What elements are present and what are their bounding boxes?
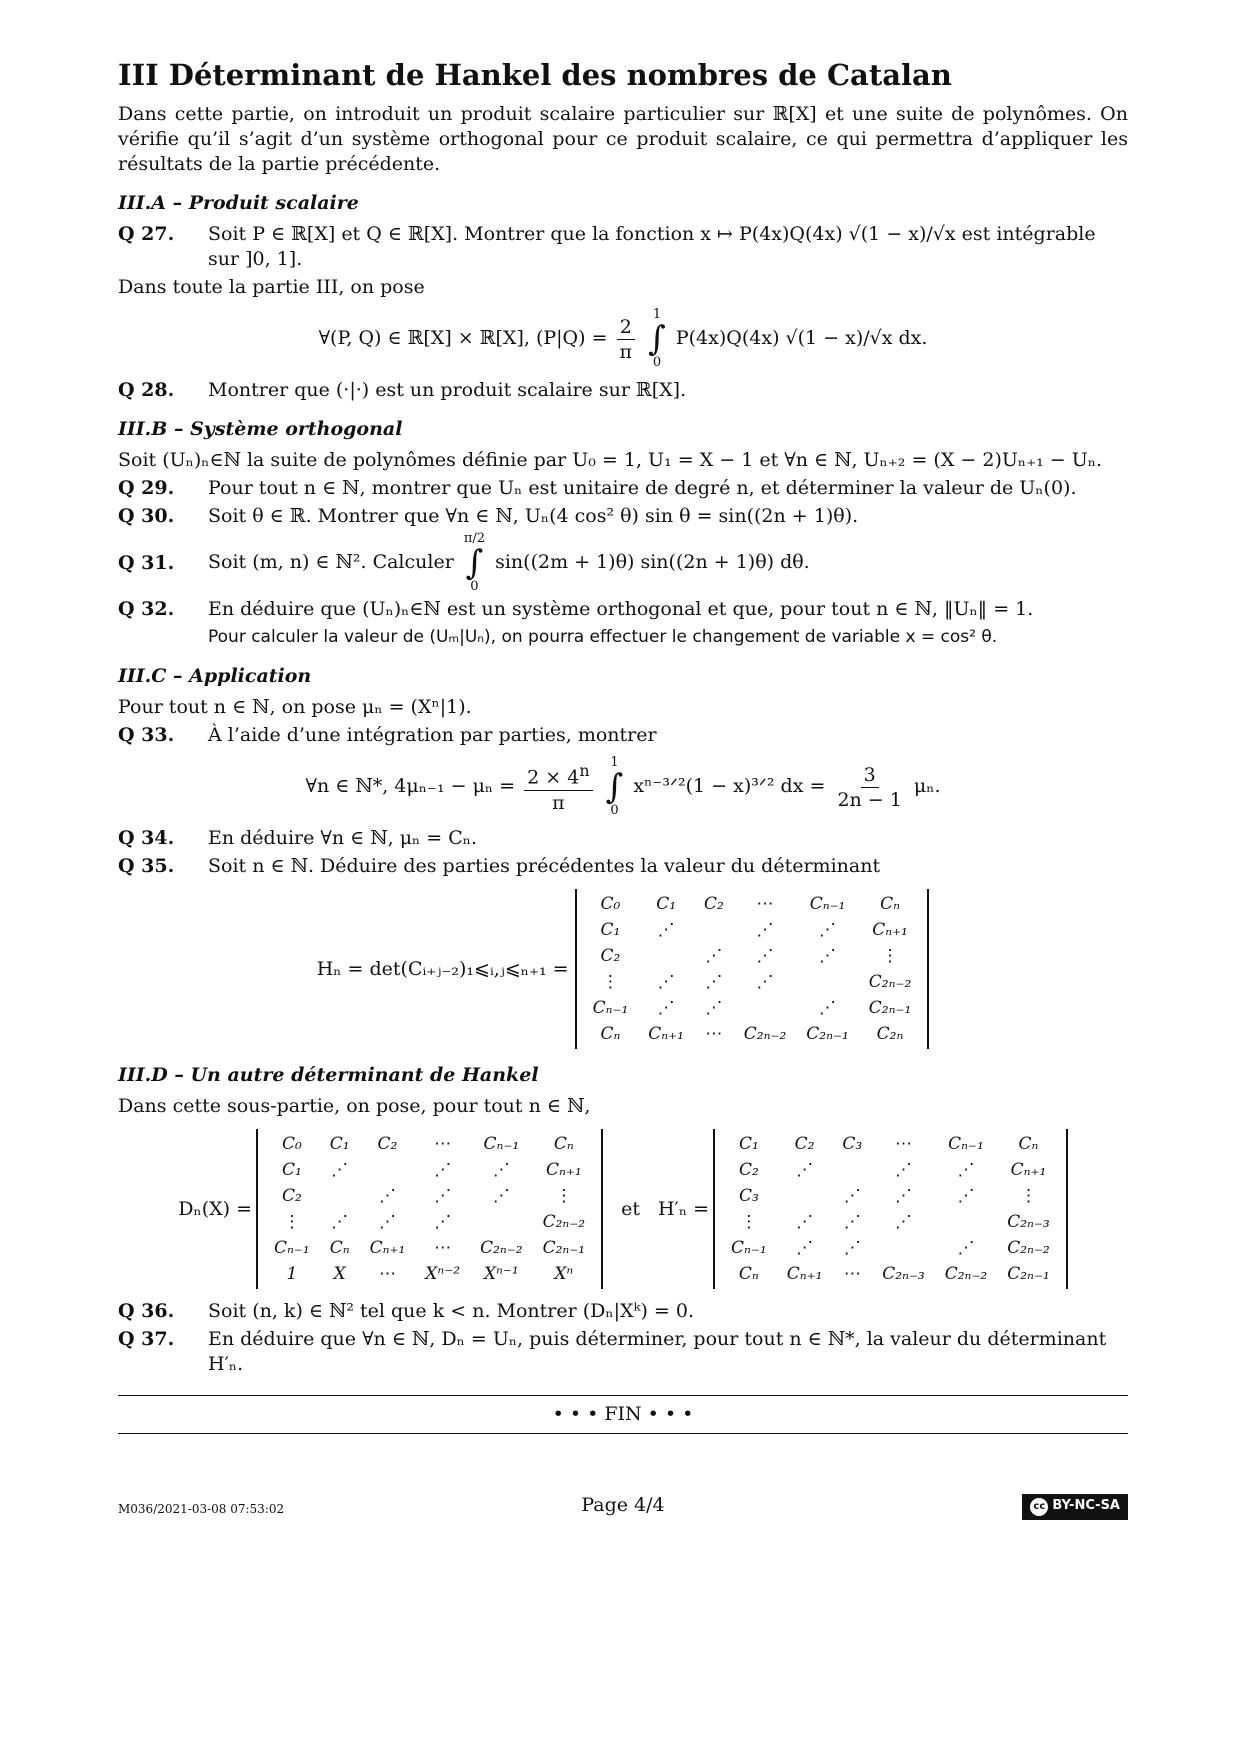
- section-d-title: III.D – Un autre déterminant de Hankel: [118, 1064, 539, 1086]
- question-31: [118, 532, 1128, 594]
- exam-page: [118, 52, 1128, 1434]
- hn-matrix-cell: C₂ₙ: [876, 1023, 904, 1044]
- hn-matrix-cell: ⋰: [819, 997, 837, 1018]
- hn-matrix-cell: C₂ₙ₋₂: [868, 971, 912, 992]
- hankel-determinant: [118, 889, 1128, 1049]
- hpn-matrix-cell: ⋰: [957, 1237, 975, 1258]
- hn-matrix-row: [583, 969, 922, 995]
- dn-matrix-cell: Cₙ: [553, 1133, 574, 1154]
- dn-matrix-cell: Cₙ₋₁: [274, 1237, 310, 1258]
- hn-matrix-cell: ⋯: [756, 893, 774, 914]
- dn-matrix-cell: Cₙ₊₁: [545, 1159, 582, 1180]
- hpn-matrix-row: [721, 1209, 1060, 1235]
- hpn-matrix-cell: ⋮: [1019, 1185, 1037, 1206]
- dn-matrix-cell: Cₙ₋₁: [483, 1133, 520, 1154]
- hn-matrix-cell: [638, 943, 694, 969]
- dn-label: Dₙ(X) =: [178, 1197, 253, 1220]
- q30-text: Soit θ ∈ ℝ. Montrer que ∀n ∈ ℕ, Uₙ(4 cos² θ) sin θ = sin((2n + 1)θ).: [208, 505, 859, 527]
- hn-matrix-cell: [796, 969, 859, 995]
- hpn-matrix-row: [721, 1235, 1060, 1261]
- question-29: [118, 476, 1128, 501]
- dn-matrix-cell: C₁: [281, 1159, 302, 1180]
- q35-label: Q 35.: [118, 855, 175, 877]
- hn-matrix-row: [583, 995, 922, 1021]
- q34-text: En déduire ∀n ∈ ℕ, μₙ = Cₙ.: [208, 827, 478, 849]
- hpn-matrix-cell: ⋰: [796, 1159, 814, 1180]
- hn-matrix-cell: Cₙ: [600, 1023, 621, 1044]
- hpn-matrix-cell: [832, 1157, 872, 1183]
- hpn-matrix-cell: [777, 1183, 833, 1209]
- inner-product-definition: [118, 308, 1128, 370]
- hn-matrix-cell: ⋰: [756, 971, 774, 992]
- hpn-matrix-cell: C₂ₙ₋₂: [1007, 1237, 1050, 1258]
- frac-2x4n-pi: $\frac{2 \times 4^n}{\pi}$: [524, 759, 592, 814]
- dn-matrix-cell: Xⁿ⁻¹: [483, 1263, 519, 1284]
- dn-matrix-cell: C₂ₙ₋₁: [542, 1237, 586, 1258]
- q33-right: μₙ.: [913, 775, 941, 797]
- hn-matrix-cell: ⋰: [705, 971, 723, 992]
- hpn-matrix-cell: Cₙ: [738, 1263, 759, 1284]
- hn-matrix-row: [583, 891, 922, 917]
- hpn-matrix: [713, 1129, 1068, 1289]
- q35-text: Soit n ∈ ℕ. Déduire des parties précédentes la valeur du déterminant: [208, 855, 881, 877]
- hn-matrix-cell: C₁: [600, 919, 621, 940]
- hpn-matrix-cell: C₂ₙ₋₃: [882, 1263, 925, 1284]
- q30-label: Q 30.: [118, 505, 175, 527]
- hpn-matrix-cell: ⋰: [843, 1237, 861, 1258]
- q28-label: Q 28.: [118, 379, 175, 401]
- hn-matrix-cell: C₂ₙ₋₂: [743, 1023, 787, 1044]
- hpn-matrix-cell: [935, 1209, 998, 1235]
- dn-matrix-row: [264, 1131, 595, 1157]
- hpn-matrix-row: [721, 1157, 1060, 1183]
- hpn-matrix-cell: C₂ₙ₋₃: [1007, 1211, 1050, 1232]
- dn-matrix-cell: C₂: [377, 1133, 398, 1154]
- hn-matrix-cell: ⋯: [705, 1023, 723, 1044]
- section-b-title: III.B – Système orthogonal: [118, 418, 403, 440]
- dn-matrix-cell: [360, 1157, 416, 1183]
- hn-label: Hₙ = det(Cᵢ₊ⱼ₋₂)₁⩽ᵢ,ⱼ⩽ₙ₊₁ =: [316, 957, 569, 980]
- dn-matrix-cell: Xⁿ: [554, 1263, 574, 1284]
- hpn-matrix-cell: C₃: [738, 1185, 759, 1206]
- q33-text: À l’aide d’une intégration par parties, montrer: [208, 724, 657, 746]
- hn-matrix-cell: Cₙ₊₁: [872, 919, 908, 940]
- question-28: [118, 378, 1128, 403]
- hn-matrix-cell: C₁: [656, 893, 677, 914]
- hpn-matrix-cell: C₂ₙ₋₂: [944, 1263, 988, 1284]
- hpn-label: H′ₙ =: [657, 1197, 710, 1220]
- hpn-matrix-cell: ⋰: [796, 1211, 814, 1232]
- dn-matrix-cell: ⋰: [331, 1211, 349, 1232]
- dn-matrix-cell: ⋰: [434, 1211, 452, 1232]
- moment-definition: Pour tout n ∈ ℕ, on pose μₙ = (Xⁿ|1).: [118, 696, 472, 718]
- hn-matrix-cell: C₀: [600, 893, 621, 914]
- hn-matrix-cell: ⋰: [819, 945, 837, 966]
- hn-matrix-cell: ⋰: [756, 919, 774, 940]
- q33-left: ∀n ∈ ℕ*, 4μₙ₋₁ − μₙ =: [305, 775, 516, 797]
- dn-matrix-cell: ⋰: [378, 1185, 396, 1206]
- q27-text: Soit P ∈ ℝ[X] et Q ∈ ℝ[X]. Montrer que la fonction x ↦ P(4x)Q(4x) √(1 − x)/√x est intégrable sur ]0, 1].: [208, 223, 1096, 270]
- part-intro: Dans cette partie, on introduit un produit scalaire particulier sur ℝ[X] et une suite de polynômes. On vérifie qu’il s’agit d’un système orthogonal pour ce produit scalaire, ce qui permettra d’appliquer les résultats de la partie précédente.: [118, 103, 1128, 175]
- hpn-matrix-cell: [872, 1235, 935, 1261]
- q34-label: Q 34.: [118, 827, 175, 849]
- section-c-title: III.C – Application: [118, 665, 312, 687]
- dn-matrix-cell: ⋮: [283, 1211, 301, 1232]
- dn-matrix-cell: ⋯: [378, 1263, 396, 1284]
- license-badge: [1022, 1494, 1128, 1520]
- q29-label: Q 29.: [118, 477, 175, 499]
- hn-matrix-cell: ⋰: [819, 919, 837, 940]
- hpn-matrix-cell: C₂: [794, 1133, 815, 1154]
- section-d-def: Dans cette sous-partie, on pose, pour tout n ∈ ℕ,: [118, 1095, 591, 1117]
- cc-icon: cc: [1030, 1498, 1048, 1516]
- dn-matrix-cell: Cₙ₊₁: [369, 1237, 406, 1258]
- dn-matrix-cell: X: [333, 1263, 346, 1284]
- def-right: P(4x)Q(4x) √(1 − x)/√x dx.: [675, 327, 928, 349]
- part-title: III Déterminant de Hankel des nombres de Catalan: [118, 58, 952, 92]
- frac-3-2n-1: $\frac{3}{2n - 1}$: [837, 763, 902, 811]
- dn-matrix-row: [264, 1235, 595, 1261]
- dn-matrix-cell: C₂ₙ₋₂: [542, 1211, 586, 1232]
- hn-matrix-cell: C₂ₙ₋₁: [806, 1023, 849, 1044]
- hn-matrix-cell: Cₙ₋₁: [592, 997, 629, 1018]
- integral-0-1-b: 1 ∫ 0: [605, 755, 624, 818]
- q32-hint: Pour calculer la valeur de (Uₘ|Uₙ), on pourra effectuer le changement de variable x = cos² θ.: [208, 627, 998, 647]
- hn-matrix-cell: ⋰: [657, 919, 675, 940]
- hn-matrix-cell: ⋰: [705, 945, 723, 966]
- q31-label: Q 31.: [118, 551, 175, 574]
- dn-matrix-cell: ⋰: [492, 1159, 510, 1180]
- q28-text: Montrer que (·|·) est un produit scalaire sur ℝ[X].: [208, 379, 687, 401]
- q29-text: Pour tout n ∈ ℕ, montrer que Uₙ est unitaire de degré n, et déterminer la valeur de Uₙ(0).: [208, 477, 1077, 499]
- question-30: [118, 504, 1128, 529]
- question-27: [118, 222, 1128, 272]
- exam-code: M036/2021-03-08 07:53:02: [118, 1502, 285, 1516]
- hn-matrix-cell: Cₙ₊₁: [648, 1023, 684, 1044]
- hpn-matrix-cell: C₂ₙ₋₁: [1007, 1263, 1050, 1284]
- dn-matrix-cell: [320, 1183, 360, 1209]
- hpn-matrix-cell: Cₙ₋₁: [731, 1237, 767, 1258]
- dn-matrix-cell: ⋰: [434, 1185, 452, 1206]
- hpn-matrix-row: [721, 1183, 1060, 1209]
- dn-and-hpn-determinants: [118, 1129, 1128, 1289]
- hn-matrix: [575, 889, 930, 1049]
- hn-matrix-cell: C₂ₙ₋₁: [868, 997, 912, 1018]
- def-left: ∀(P, Q) ∈ ℝ[X] × ℝ[X], (P|Q) =: [318, 327, 608, 349]
- dn-matrix-cell: ⋰: [434, 1159, 452, 1180]
- dn-matrix-cell: C₁: [329, 1133, 350, 1154]
- q36-label: Q 36.: [118, 1300, 175, 1322]
- question-33: [118, 723, 1128, 748]
- q37-text: En déduire que ∀n ∈ ℕ, Dₙ = Uₙ, puis déterminer, pour tout n ∈ ℕ*, la valeur du déterminant H′ₙ.: [208, 1328, 1107, 1375]
- two-over-pi: $\frac{2}{\pi}$: [617, 315, 636, 364]
- hpn-matrix-cell: Cₙ₊₁: [786, 1263, 823, 1284]
- q32-label: Q 32.: [118, 598, 175, 620]
- hpn-matrix-cell: Cₙ₋₁: [948, 1133, 984, 1154]
- q31-post: sin((2m + 1)θ) sin((2n + 1)θ) dθ.: [495, 551, 810, 573]
- q33-formula: [118, 756, 1128, 818]
- question-32: [118, 597, 1128, 622]
- hpn-matrix-cell: ⋰: [796, 1237, 814, 1258]
- hpn-matrix-cell: C₃: [842, 1133, 863, 1154]
- hn-matrix-cell: [694, 917, 734, 943]
- hn-matrix-cell: Cₙ₋₁: [809, 893, 846, 914]
- integral-0-1: 1 ∫ 0: [648, 307, 666, 370]
- hpn-matrix-cell: ⋯: [843, 1263, 861, 1284]
- hn-matrix-cell: ⋰: [657, 971, 675, 992]
- dn-matrix: [256, 1129, 603, 1289]
- dn-matrix-cell: 1: [286, 1263, 298, 1284]
- hpn-matrix-cell: ⋯: [894, 1133, 912, 1154]
- license-text: BY-NC-SA: [1052, 1498, 1120, 1513]
- question-36: [118, 1299, 1128, 1324]
- fin-rule-bottom: [118, 1433, 1128, 1434]
- q33-label: Q 33.: [118, 724, 175, 746]
- pose-text: Dans toute la partie III, on pose: [118, 276, 425, 298]
- hn-matrix-cell: ⋮: [881, 945, 899, 966]
- hn-matrix-cell: ⋮: [601, 971, 619, 992]
- page-footer: [118, 1494, 1128, 1524]
- hpn-matrix-cell: C₁: [738, 1133, 759, 1154]
- dn-matrix-row: [264, 1183, 595, 1209]
- dn-matrix-cell: C₀: [281, 1133, 302, 1154]
- hpn-matrix-cell: ⋰: [957, 1185, 975, 1206]
- hpn-matrix-cell: ⋰: [843, 1211, 861, 1232]
- question-37: [118, 1327, 1128, 1377]
- dn-matrix-cell: ⋰: [331, 1159, 349, 1180]
- dn-matrix-cell: ⋮: [555, 1185, 573, 1206]
- fin-block: [118, 1395, 1128, 1434]
- q32-text: En déduire que (Uₙ)ₙ∈ℕ est un système orthogonal et que, pour tout n ∈ ℕ, ‖Uₙ‖ = 1.: [208, 598, 1034, 620]
- question-35: [118, 854, 1128, 879]
- page-number: Page 4/4: [581, 1494, 665, 1516]
- hpn-matrix-cell: ⋰: [843, 1185, 861, 1206]
- hpn-matrix-cell: ⋰: [894, 1211, 912, 1232]
- hn-matrix-cell: Cₙ: [880, 893, 900, 914]
- hn-matrix-cell: C₂: [703, 893, 724, 914]
- q33-mid: xⁿ⁻³ᐟ²(1 − x)³ᐟ² dx =: [633, 775, 826, 797]
- dn-matrix-row: [264, 1209, 595, 1235]
- fin-text: • • • FIN • • •: [552, 1403, 694, 1425]
- hn-matrix-row: [583, 1021, 922, 1047]
- hpn-matrix-cell: ⋮: [740, 1211, 758, 1232]
- q37-label: Q 37.: [118, 1328, 175, 1350]
- question-34: [118, 826, 1128, 851]
- dn-matrix-cell: Xⁿ⁻²: [425, 1263, 461, 1284]
- hn-matrix-cell: C₂: [600, 945, 621, 966]
- dn-matrix-cell: ⋯: [434, 1237, 452, 1258]
- hpn-matrix-cell: ⋰: [957, 1159, 975, 1180]
- section-a-title: III.A – Produit scalaire: [118, 192, 359, 214]
- hpn-matrix-cell: Cₙ: [1018, 1133, 1039, 1154]
- dn-matrix-cell: [470, 1209, 533, 1235]
- q36-text: Soit (n, k) ∈ ℕ² tel que k < n. Montrer (Dₙ|Xᵏ) = 0.: [208, 1300, 695, 1322]
- hpn-matrix-cell: Cₙ₊₁: [1010, 1159, 1047, 1180]
- hpn-matrix-cell: C₂: [738, 1159, 759, 1180]
- dn-matrix-cell: C₂ₙ₋₂: [480, 1237, 523, 1258]
- dn-matrix-cell: Cₙ: [329, 1237, 350, 1258]
- et-word: et: [621, 1197, 640, 1220]
- hpn-matrix-cell: ⋰: [894, 1185, 912, 1206]
- dn-matrix-cell: C₂: [281, 1185, 302, 1206]
- hn-matrix-cell: ⋰: [756, 945, 774, 966]
- dn-matrix-row: [264, 1157, 595, 1183]
- hpn-matrix-cell: ⋰: [894, 1159, 912, 1180]
- hn-matrix-row: [583, 943, 922, 969]
- hn-matrix-cell: [734, 995, 797, 1021]
- dn-matrix-cell: ⋰: [378, 1211, 396, 1232]
- hn-matrix-cell: ⋰: [705, 997, 723, 1018]
- q27-label: Q 27.: [118, 223, 175, 245]
- hn-matrix-row: [583, 917, 922, 943]
- hn-matrix-cell: ⋰: [657, 997, 675, 1018]
- q31-pre: Soit (m, n) ∈ ℕ². Calculer: [208, 551, 454, 573]
- sequence-definition: Soit (Uₙ)ₙ∈ℕ la suite de polynômes définie par U₀ = 1, U₁ = X − 1 et ∀n ∈ ℕ, Uₙ₊₂ = (X − 2)Uₙ₊₁ − Uₙ.: [118, 449, 1103, 471]
- dn-matrix-cell: ⋰: [492, 1185, 510, 1206]
- dn-matrix-row: [264, 1261, 595, 1287]
- hpn-matrix-row: [721, 1131, 1060, 1157]
- dn-matrix-cell: ⋯: [434, 1133, 452, 1154]
- hpn-matrix-row: [721, 1261, 1060, 1287]
- integral-0-pi2: π/2 ∫ 0: [463, 531, 486, 594]
